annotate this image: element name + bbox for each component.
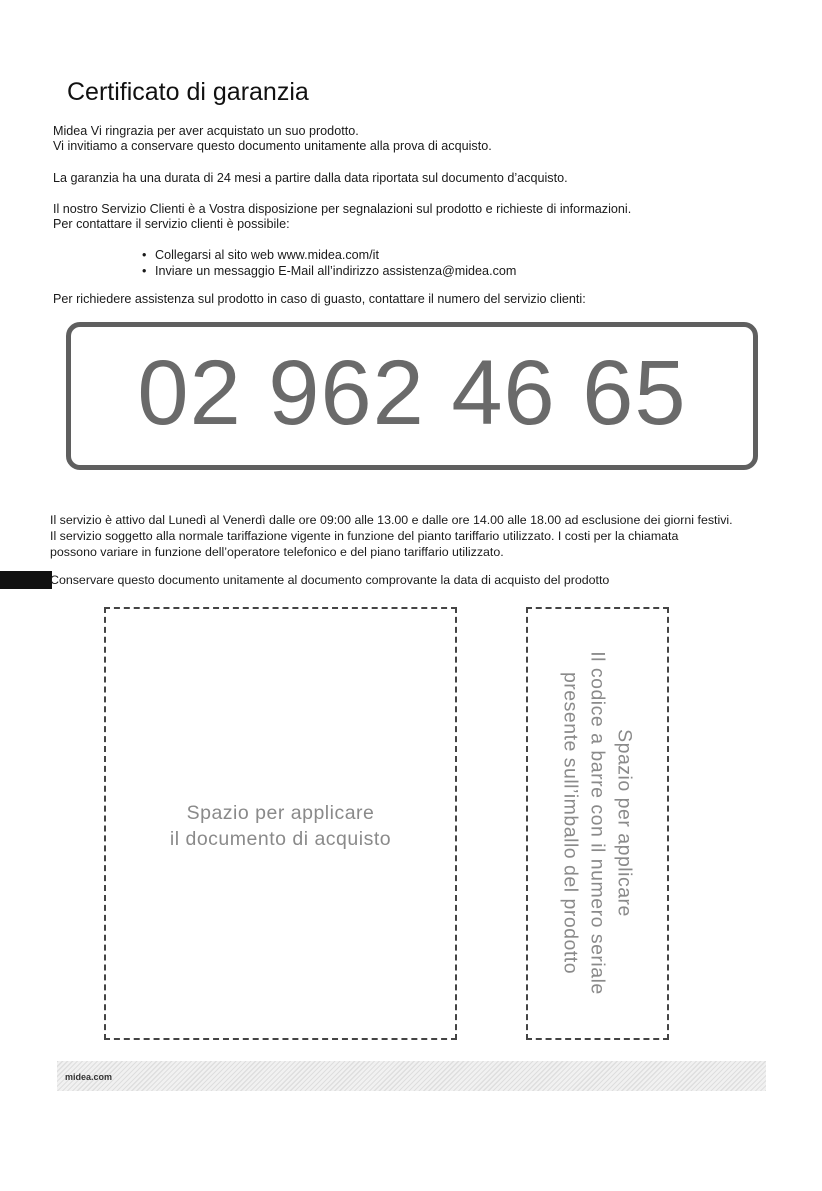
barcode-label-line-2: Il codice a barre con il numero seriale: [586, 651, 609, 995]
receipt-area-label: [104, 800, 457, 852]
phone-number-box: [66, 322, 758, 470]
footer-website: midea.com: [65, 1072, 113, 1082]
contact-website: Collegarsi al sito web www.midea.com/it: [155, 248, 379, 262]
assistance-text: Per richiedere assistenza sul prodotto in caso di guasto, contattare il numero del servizio clienti:: [53, 292, 586, 306]
intro-line-2: Vi invitiamo a conservare questo documento unitamente alla prova di acquisto.: [53, 139, 492, 153]
page-title: Certificato di garanzia: [67, 78, 309, 106]
list-item: [142, 264, 516, 280]
phone-number: 02 962 46 65: [137, 342, 687, 444]
footer-band: [57, 1061, 766, 1091]
receipt-label-line-1: Spazio per applicare: [186, 802, 375, 824]
hours-line-1: Il servizio è attivo dal Lunedì al Venerdì dalle ore 09:00 alle 13.00 e dalle ore 14.00 alle 18.00 ad esclusione dei giorni festivi.: [50, 513, 733, 527]
contact-list: [142, 248, 516, 279]
page-edge-marker: [0, 571, 52, 589]
hours-line-3: possono variare in funzione dell’operatore telefonico e del piano tariffario utilizzato.: [50, 545, 504, 559]
bullet-icon: •: [142, 248, 147, 262]
list-item: [142, 248, 516, 264]
keep-document-text: Conservare questo documento unitamente al documento comprovante la data di acquisto del prodotto: [50, 573, 610, 587]
service-line-2: Per contattare il servizio clienti è possibile:: [53, 217, 290, 231]
intro-line-1: Midea Vi ringrazia per aver acquistato un suo prodotto.: [53, 124, 359, 138]
warranty-text: La garanzia ha una durata di 24 mesi a partire dalla data riportata sul documento d’acquisto.: [53, 171, 568, 185]
barcode-label-line-1: Spazio per applicare: [613, 729, 636, 917]
barcode-label-line-3: presente sull’imballo del prodotto: [559, 671, 582, 975]
hours-line-2: Il servizio soggetto alla normale tariffazione vigente in funzione del pianto tariffario utilizzato. I costi per la chiamata: [50, 529, 679, 543]
service-line-1: Il nostro Servizio Clienti è a Vostra disposizione per segnalazioni sul prodotto e richieste di informazioni.: [53, 202, 632, 216]
contact-email: Inviare un messaggio E-Mail all’indirizzo assistenza@midea.com: [155, 263, 517, 278]
receipt-label-line-2: il documento di acquisto: [169, 828, 392, 850]
bullet-icon: •: [142, 263, 147, 278]
